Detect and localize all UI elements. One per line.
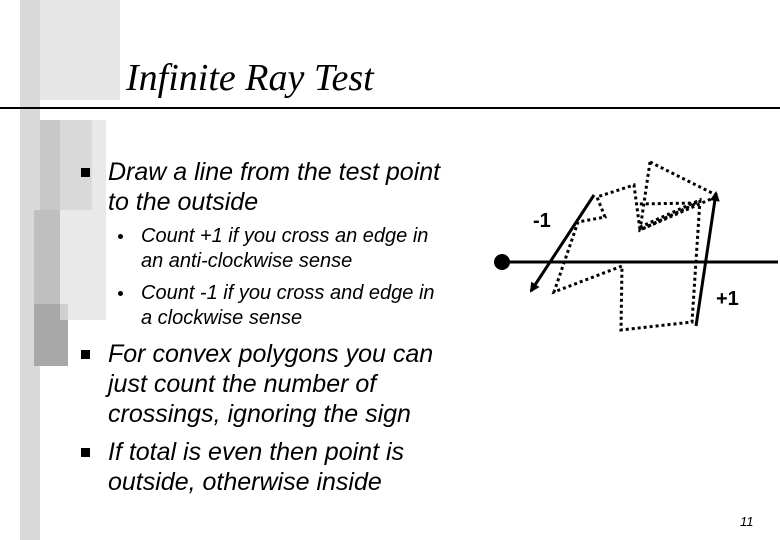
bullet-2-line-3: crossings, ignoring the sign xyxy=(108,400,411,428)
plus-one-label: +1 xyxy=(716,288,739,310)
sub-bullet-2-line-2: a clockwise sense xyxy=(141,307,303,329)
bullet-3-line-1: If total is even then point is xyxy=(108,438,405,466)
test-point xyxy=(494,254,510,270)
slide-title: Infinite Ray Test xyxy=(126,57,374,99)
bullet-2-line-2: just count the number of xyxy=(108,370,377,398)
bullet-2-line-1: For convex polygons you can xyxy=(108,340,434,368)
minus-one-label: -1 xyxy=(533,210,551,232)
page-number: 11 xyxy=(740,514,754,529)
sub-bullet-1-line-2: an anti-clockwise sense xyxy=(141,250,353,272)
bullet-3-line-2: outside, otherwise inside xyxy=(108,468,382,496)
bullet-1-line-2: to the outside xyxy=(108,188,259,216)
dotted-polygon xyxy=(554,162,718,330)
sub-bullet-2-line-1: Count -1 if you cross and edge in xyxy=(141,282,435,304)
bullet-1-line-1: Draw a line from the test point xyxy=(108,158,441,186)
sub-bullet-1-line-1: Count +1 if you cross an edge in xyxy=(141,225,429,247)
